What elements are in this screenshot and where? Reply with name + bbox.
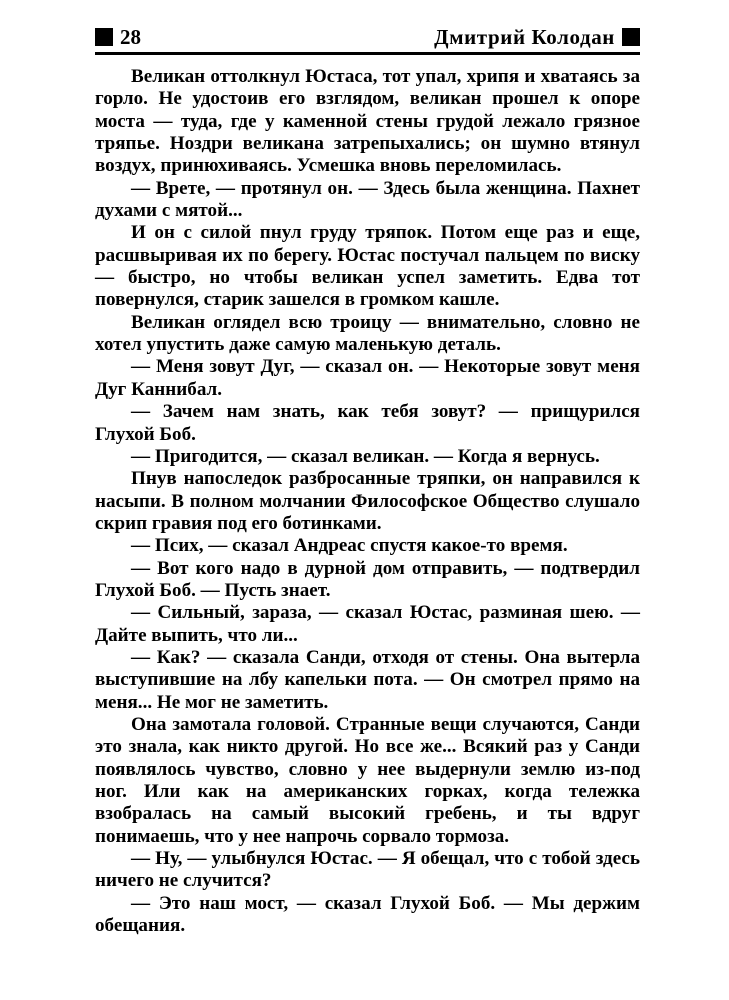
paragraph: — Врете, — протянул он. — Здесь была женщина. Пахнет духами с мятой... <box>95 177 640 222</box>
paragraph: — Пригодится, — сказал великан. — Когда я вернусь. <box>131 445 600 467</box>
paragraph: Великан оттолкнул Юстаса, тот упал, хрипя и хватаясь за горло. Не удостоив его взглядом, великан прошел к опоре моста — туда, где у каменной стены грудой лежало грязное тряпье. Ноздри великана затрепыхались; он шумно втянул воздух, принюхиваясь. Усмешка вновь переломилась. <box>95 66 640 177</box>
paragraph: Она замотала головой. Странные вещи случаются, Санди это знала, как никто другой. Но все же... Всякий раз у Санди появлялось чувство, словно у нее выдернули землю из-под ног. Или как на американских горках, когда тележка взобралась на самый высокий гребень, и ты вдруг понимаешь, что у нее напрочь сорвало тормоза. <box>95 713 640 847</box>
paragraph: — Меня зовут Дуг, — сказал он. — Некоторые зовут меня Дуг Каннибал. <box>95 356 640 400</box>
paragraph: — Ну, — улыбнулся Юстас. — Я обещал, что с тобой здесь ничего не случится? <box>95 848 640 892</box>
author-name: Дмитрий Колодан <box>434 24 615 49</box>
paragraph: — Это наш мост, — сказал Глухой Боб. — Мы держим обещания. <box>95 892 640 937</box>
page-number: 28 <box>120 24 141 49</box>
paragraph: — Сильный, зараза, — сказал Юстас, разминая шею. — Дайте выпить, что ли... <box>95 602 640 646</box>
square-marker-icon <box>622 28 640 46</box>
square-marker-icon <box>95 28 113 46</box>
paragraph: Великан оглядел всю троицу — внимательно, словно не хотел упустить даже самую маленькую деталь. <box>95 311 640 356</box>
paragraph: Пнув напоследок разбросанные тряпки, он направился к насыпи. В полном молчании Философское Общество слушало скрип гравия под его ботинками. <box>95 468 640 534</box>
header-rule <box>95 52 640 55</box>
running-head-right <box>434 24 640 49</box>
paragraph: — Зачем нам знать, как тебя зовут? — прищурился Глухой Боб. <box>95 401 640 445</box>
running-head-left <box>95 24 141 49</box>
paragraph: — Псих, — сказал Андреас спустя какое-то время. <box>131 535 568 557</box>
paragraph: И он с силой пнул груду тряпок. Потом еще раз и еще, расшвыривая их по берегу. Юстас постучал пальцем по виску — быстро, но чтобы великан успел заметить. Едва тот повернулся, старик зашелся в громком кашле. <box>95 222 640 311</box>
running-head <box>95 22 640 52</box>
paragraph: — Вот кого надо в дурной дом отправить, — подтвердил Глухой Боб. — Пусть знает. <box>95 557 640 601</box>
paragraph: — Как? — сказала Санди, отходя от стены. Она вытерла выступившие на лбу капельки пота. — Он смотрел прямо на меня... Не мог не заметить. <box>95 646 640 713</box>
body-text <box>95 66 640 937</box>
